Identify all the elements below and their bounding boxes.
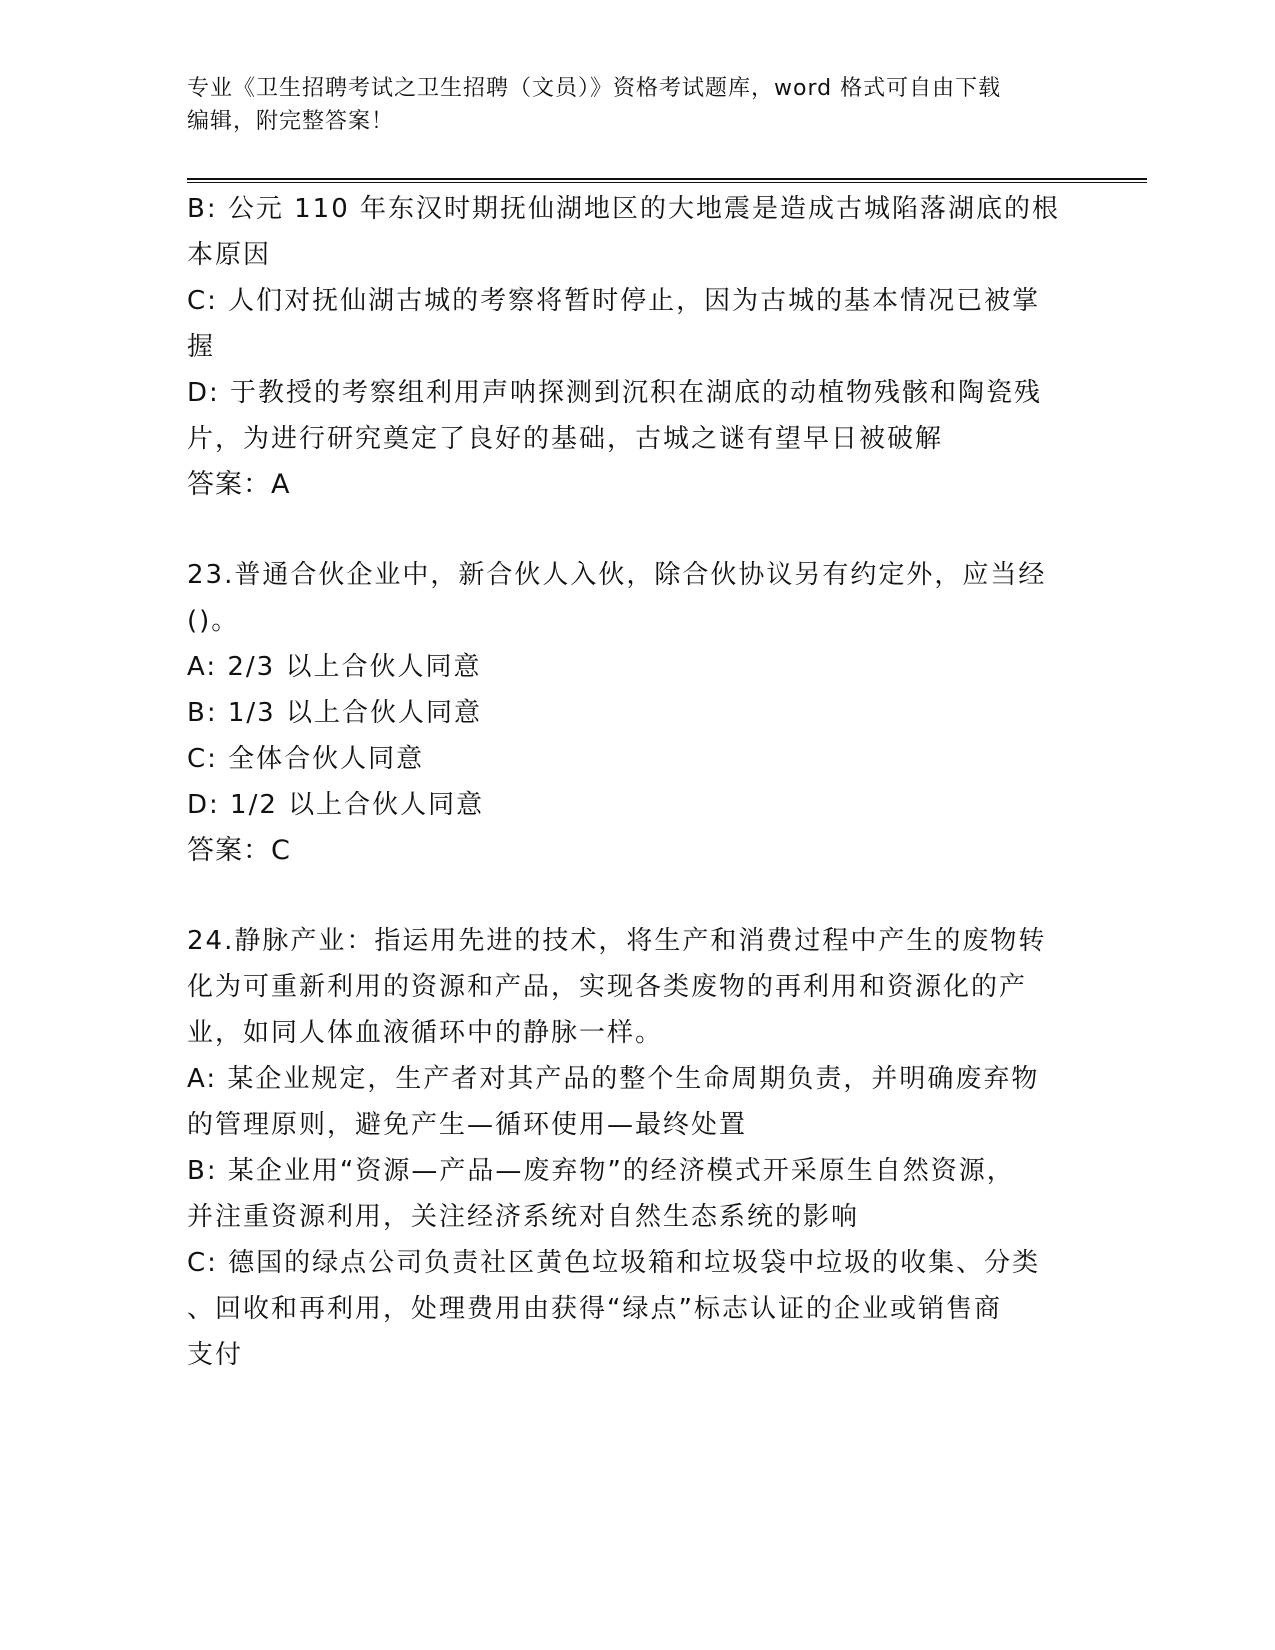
q24-stem-line-3: 业，如同人体血液循环中的静脉一样。 (187, 1018, 664, 1048)
q23-stem-line-2: ()。 (187, 606, 240, 636)
q22-option-c-line-1: C: 人们对抚仙湖古城的考察将暂时停止，因为古城的基本情况已被掌 (187, 286, 1041, 316)
q22-option-b-line-1: B: 公元 110 年东汉时期抚仙湖地区的大地震是造成古城陷落湖底的根 (187, 194, 1061, 224)
question-23 (187, 552, 1067, 874)
q22-option-b-line-2: 本原因 (187, 240, 272, 270)
q22-option-d-line-1: D: 于教授的考察组利用声呐探测到沉积在湖底的动植物残骸和陶瓷残 (187, 378, 1043, 408)
document-header (187, 72, 1067, 138)
q23-answer: 答案：C (187, 835, 291, 866)
q23-stem-line-1: 23.普通合伙企业中，新合伙人入伙，除合伙协议另有约定外，应当经 (187, 560, 1047, 590)
question-22-continued (187, 186, 1067, 508)
q23-option-c: C: 全体合伙人同意 (187, 744, 425, 774)
question-24 (187, 918, 1067, 1378)
document-body (187, 186, 1067, 1378)
header-line-1: 专业《卫生招聘考试之卫生招聘（文员）》资格考试题库，word 格式可自由下载 (187, 76, 1002, 101)
q24-option-a-line-2: 的管理原则，避免产生—循环使用—最终处置 (187, 1110, 748, 1140)
q23-option-b: B: 1/3 以上合伙人同意 (187, 698, 482, 728)
q22-answer: 答案：A (187, 469, 291, 500)
q24-option-a-line-1: A: 某企业规定，生产者对其产品的整个生命周期负责，并明确废弃物 (187, 1064, 1040, 1094)
q23-option-a: A: 2/3 以上合伙人同意 (187, 652, 482, 682)
q24-option-b-line-1: B: 某企业用“资源—产品—废弃物”的经济模式开采原生自然资源， (187, 1156, 1015, 1186)
q24-option-c-line-1: C: 德国的绿点公司负责社区黄色垃圾箱和垃圾袋中垃圾的收集、分类 (187, 1248, 1041, 1278)
q24-stem-line-1: 24.静脉产业：指运用先进的技术，将生产和消费过程中产生的废物转 (187, 926, 1047, 956)
q24-option-c-line-3: 支付 (187, 1340, 244, 1370)
question-spacer (187, 508, 1067, 552)
question-spacer (187, 874, 1067, 918)
header-line-2: 编辑，附完整答案！ (187, 109, 395, 134)
q24-option-b-line-2: 并注重资源利用，关注经济系统对自然生态系统的影响 (187, 1202, 860, 1232)
q22-option-c-line-2: 握 (187, 332, 216, 362)
q24-stem-line-2: 化为可重新利用的资源和产品，实现各类废物的再利用和资源化的产 (187, 972, 1028, 1002)
q23-option-d: D: 1/2 以上合伙人同意 (187, 790, 485, 820)
q24-option-c-line-2: 、回收和再利用，处理费用由获得“绿点”标志认证的企业或销售商 (187, 1294, 1002, 1324)
header-divider (187, 178, 1147, 183)
q22-option-d-line-2: 片，为进行研究奠定了良好的基础，古城之谜有望早日被破解 (187, 424, 944, 454)
